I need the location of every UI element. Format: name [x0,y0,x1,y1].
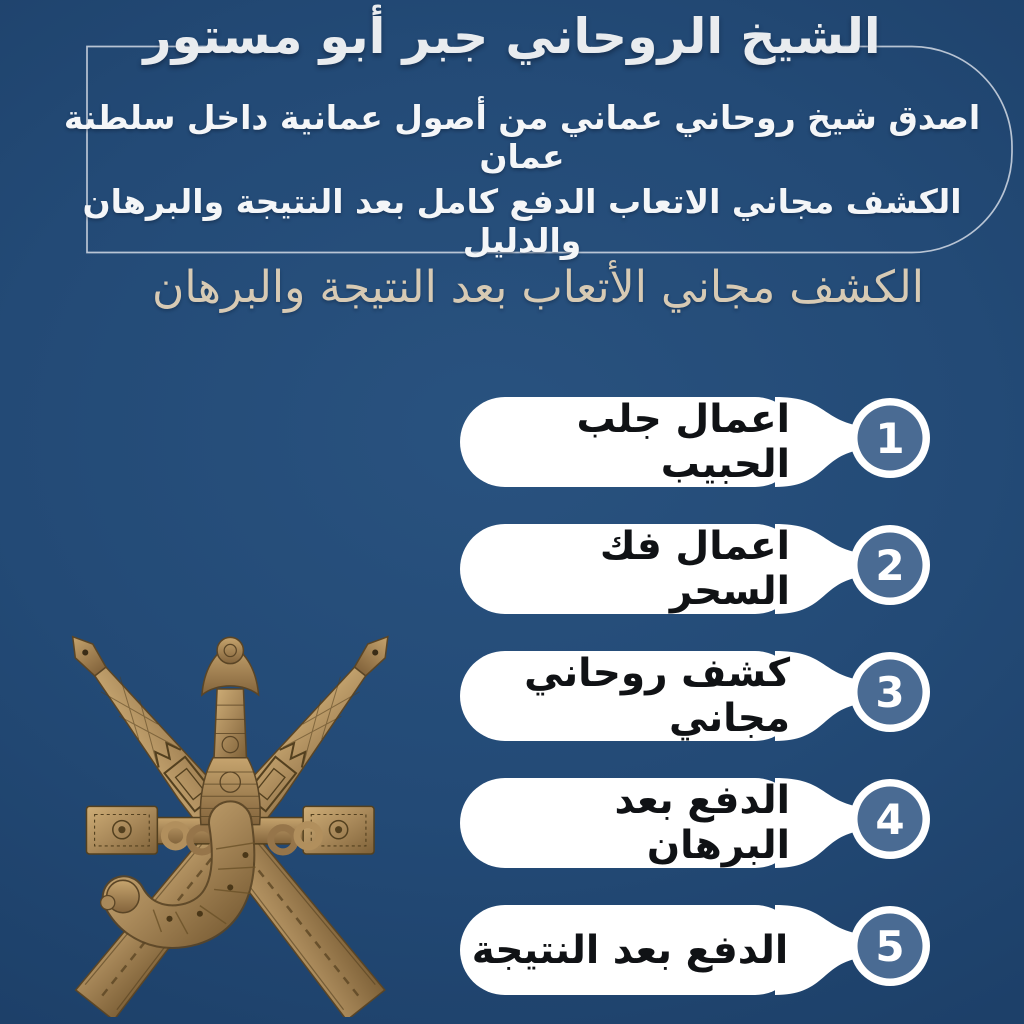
service-pill-3 [455,639,940,749]
service-label: كشف روحاني مجاني [524,651,790,741]
service-label: اعمال فك السحر [599,524,790,614]
intro-line-2: الكشف مجاني الاتعاب الدفع كامل بعد النتيجة والبرهان والدليل [82,182,962,260]
service-label: اعمال جلب الحبيب [576,397,790,487]
tagline: الكشف مجاني الأتعاب بعد النتيجة والبرهان [152,262,924,313]
service-number-badge: 4 [875,794,905,844]
service-label: الدفع بعد البرهان [614,778,790,868]
service-number-badge: 2 [875,540,905,590]
service-label: الدفع بعد النتيجة [471,927,789,973]
service-pill-4 [455,766,940,876]
service-pill-5 [455,893,940,1003]
service-number-badge: 3 [875,667,905,717]
oman-emblem-icon [48,612,453,1017]
service-number-badge: 1 [875,413,905,463]
service-number-badge: 5 [875,921,905,971]
service-pill-2 [455,512,940,622]
service-pill-1 [455,385,940,495]
intro-line-1: اصدق شيخ روحاني عماني من أصول عمانية داخل سلطنة عمان [63,98,981,176]
page-title: الشيخ الروحاني جبر أبو مستور [143,8,881,65]
